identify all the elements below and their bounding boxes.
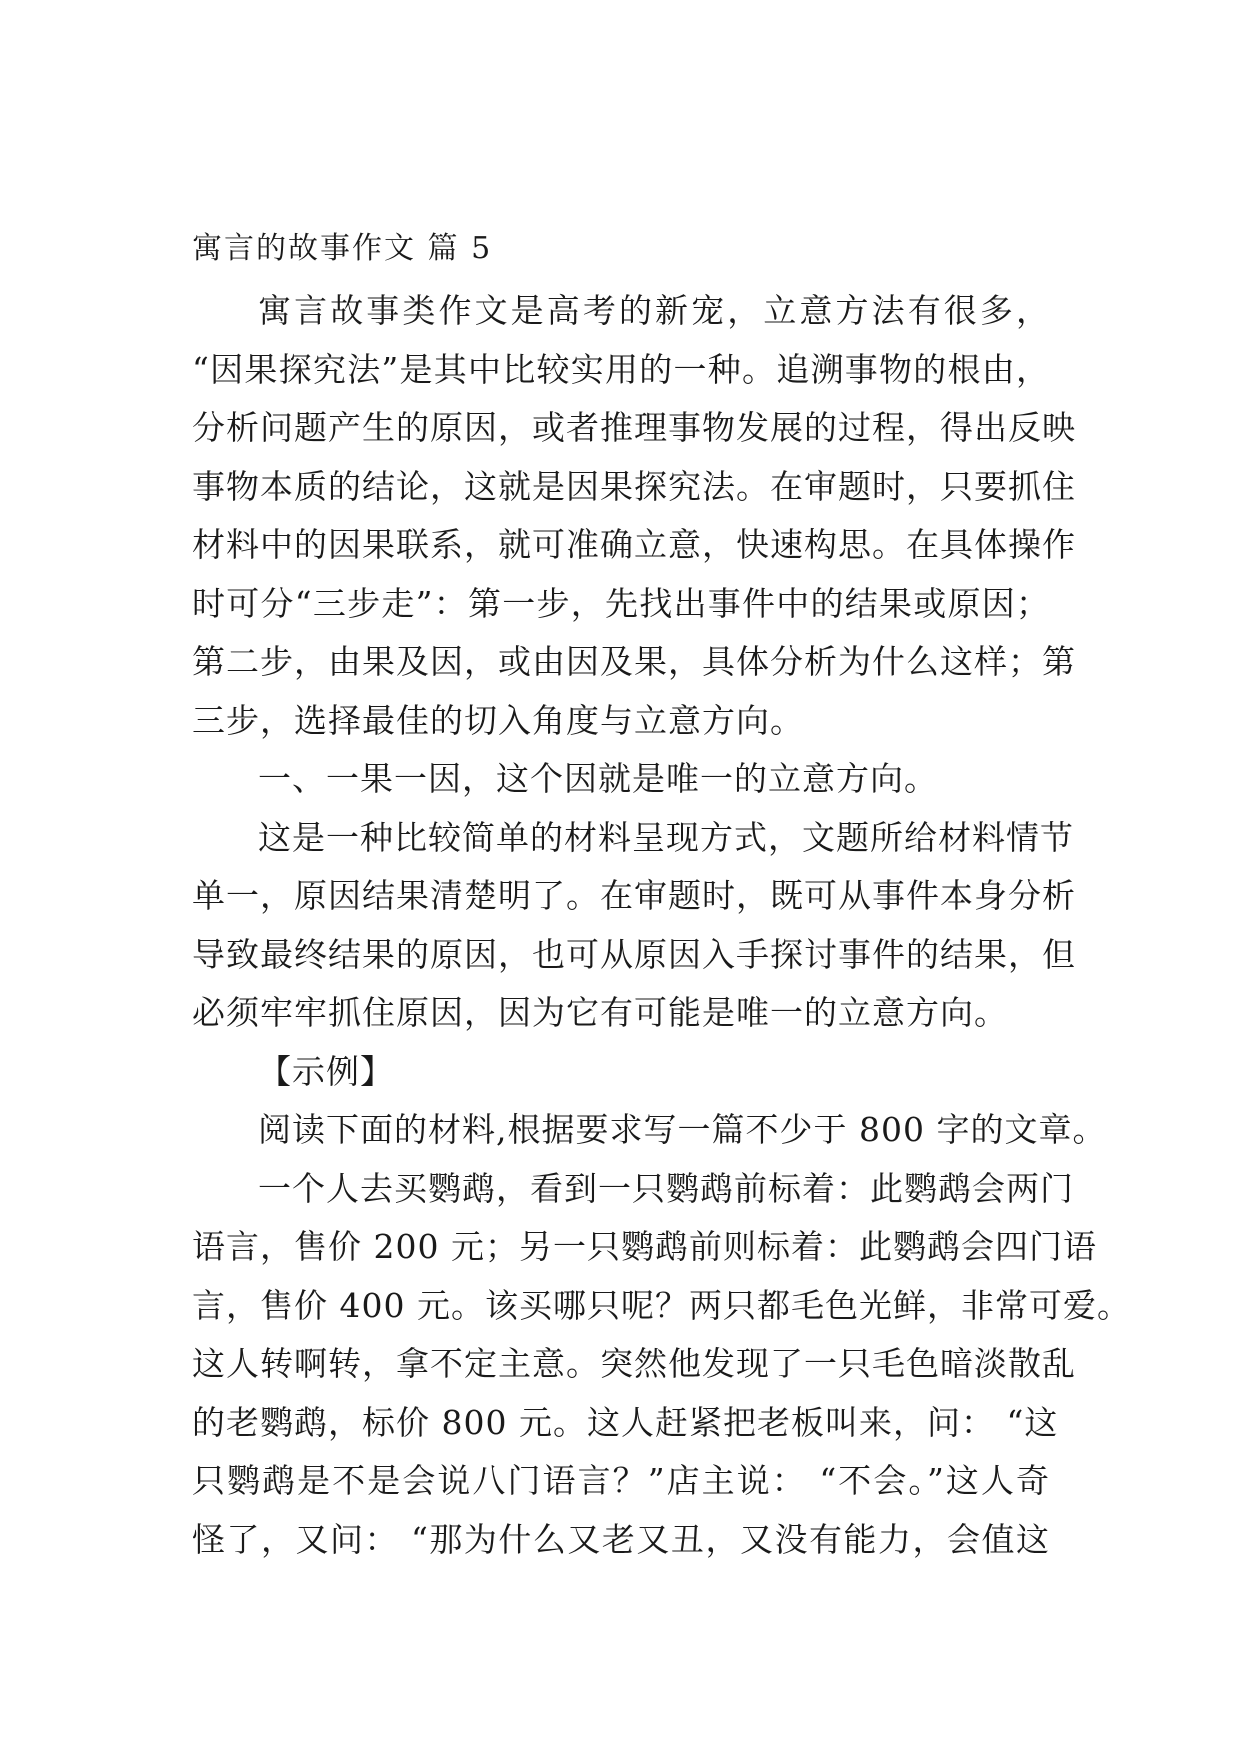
document-body bbox=[192, 282, 1131, 1569]
text-line: 第二步，由果及因，或由因及果，具体分析为什么这样；第 bbox=[192, 642, 1076, 681]
document-page bbox=[192, 220, 1131, 1569]
text-line: 时可分“三步走”：第一步，先找出事件中的结果或原因； bbox=[192, 583, 1050, 623]
text-line: 怪了，又问： “那为什么又老又丑，又没有能力，会值这 bbox=[192, 1519, 1050, 1559]
document-title: 寓言的故事作文 篇 5 bbox=[192, 231, 493, 266]
text-line: 事物本质的结论，这就是因果探究法。在审题时，只要抓住 bbox=[192, 466, 1076, 506]
text-line: 的老鹦鹉，标价 800 元。这人赶紧把老板叫来，问： “这 bbox=[192, 1402, 1059, 1442]
text-line: 寓言故事类作文是高考的新宠，立意方法有很多， bbox=[258, 291, 1050, 330]
text-line: 【示例】 bbox=[258, 1051, 394, 1091]
text-line: 语言，售价 200 元；另一只鹦鹉前则标着：此鹦鹉会四门语 bbox=[192, 1227, 1097, 1266]
text-line: 材料中的因果联系，就可准确立意，快速构思。在具体操作 bbox=[192, 525, 1076, 564]
text-line: 分析问题产生的原因，或者推理事物发展的过程，得出反映 bbox=[192, 408, 1076, 447]
text-line: 一、一果一因，这个因就是唯一的立意方向。 bbox=[258, 759, 938, 798]
text-line: 这是一种比较简单的材料呈现方式，文题所给材料情节 bbox=[258, 817, 1074, 857]
text-line: 这人转啊转，拿不定主意。突然他发现了一只毛色暗淡散乱 bbox=[192, 1344, 1076, 1383]
text-line: 必须牢牢抓住原因，因为它有可能是唯一的立意方向。 bbox=[192, 993, 1008, 1032]
text-line: 言，售价 400 元。该买哪只呢？两只都毛色光鲜，非常可爱。 bbox=[192, 1285, 1131, 1325]
text-line: 阅读下面的材料,根据要求写一篇不少于 800 字的文章。 bbox=[258, 1110, 1107, 1149]
text-line: 三步，选择最佳的切入角度与立意方向。 bbox=[192, 700, 804, 740]
text-line: 一个人去买鹦鹉，看到一只鹦鹉前标着：此鹦鹉会两门 bbox=[258, 1168, 1074, 1208]
text-line: 只鹦鹉是不是会说八门语言？”店主说： “不会。”这人奇 bbox=[192, 1461, 1050, 1500]
text-line: 单一，原因结果清楚明了。在审题时，既可从事件本身分析 bbox=[192, 876, 1076, 915]
text-line: 导致最终结果的原因，也可从原因入手探讨事件的结果，但 bbox=[192, 934, 1076, 974]
text-line: “因果探究法”是其中比较实用的一种。追溯事物的根由， bbox=[192, 349, 1050, 389]
